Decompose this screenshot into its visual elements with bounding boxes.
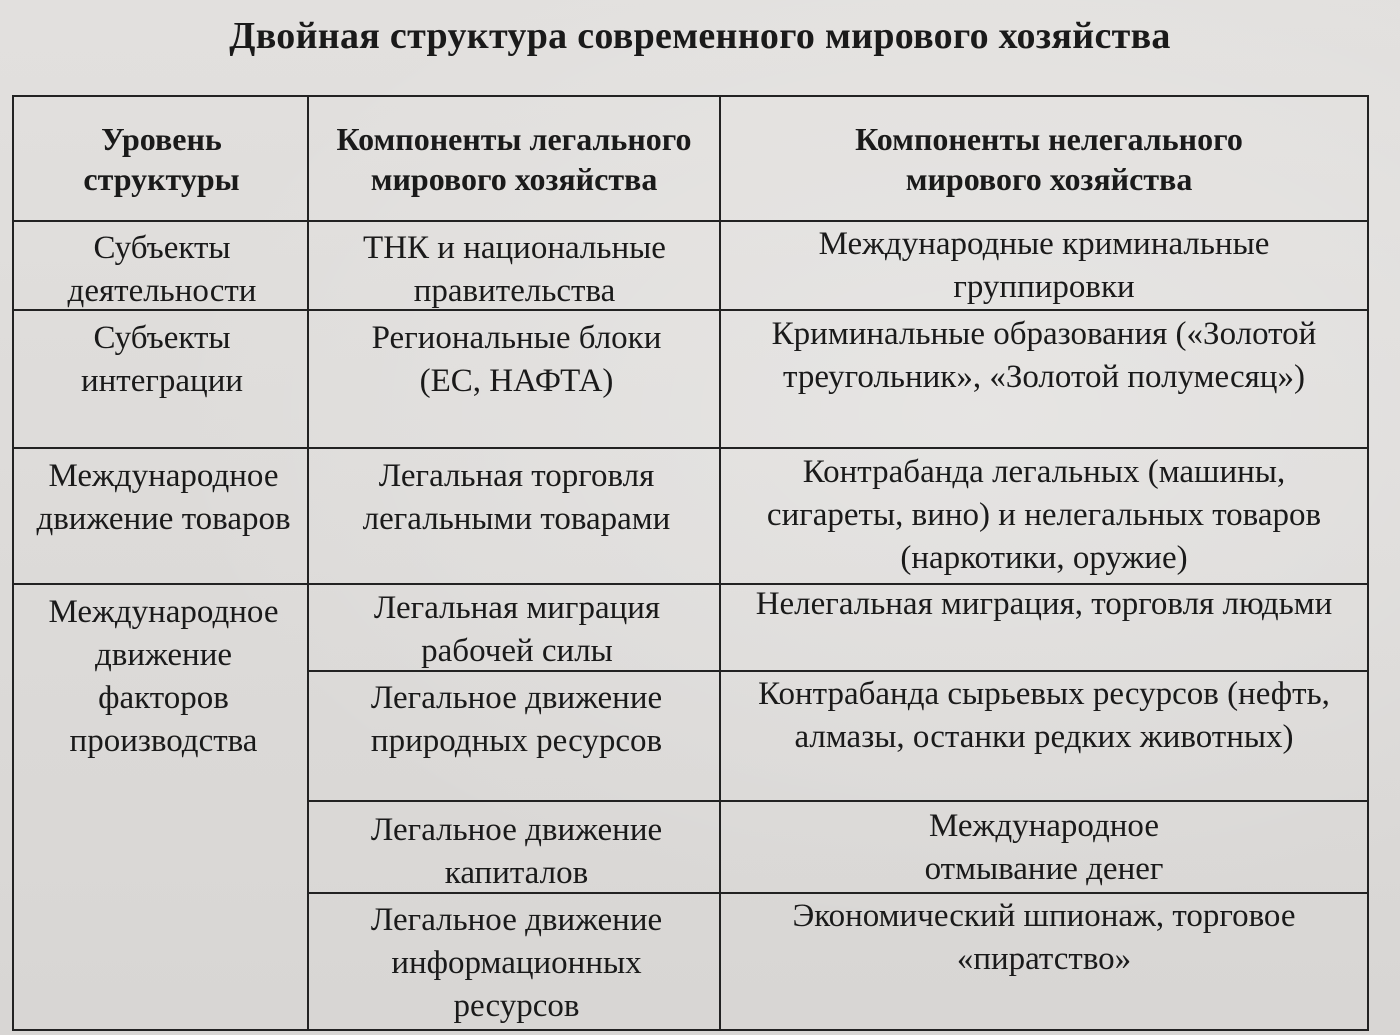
- table-cell-legal: Легальное движение капиталов: [370, 812, 663, 891]
- table-cell-level: Субъекты интеграции: [80, 320, 244, 399]
- table-cell-legal: Легальная миграция рабочей силы: [373, 590, 661, 669]
- header-legal: Компоненты легального мирового хозяйства: [336, 120, 692, 197]
- structure-table: [12, 95, 1369, 1031]
- column-divider: [719, 97, 721, 1029]
- table-cell-illegal: Нелегальная миграция, торговля людьми: [755, 586, 1333, 622]
- row-divider: [307, 800, 1367, 802]
- table-cell-level: Международное движение факторов производства: [48, 594, 279, 759]
- table-cell-legal: Легальное движение информационных ресурсов: [370, 902, 663, 1024]
- table-cell-illegal: Криминальные образования («Золотой треугольник», «Золотой полумесяц»): [771, 316, 1317, 395]
- header-illegal: Компоненты нелегального мирового хозяйства: [855, 120, 1243, 197]
- table-cell-illegal: Международные криминальные группировки: [818, 226, 1270, 305]
- table-cell-illegal: Контрабанда легальных (машины, сигареты, вино) и нелегальных товаров (наркотики, оружие): [766, 454, 1322, 576]
- table-cell-legal: Легальная торговля легальными товарами: [362, 458, 671, 537]
- table-cell-illegal: Контрабанда сырьевых ресурсов (нефть, алмазы, останки редких животных): [758, 676, 1330, 755]
- header-level: Уровень структуры: [83, 120, 240, 197]
- table-cell-legal: Региональные блоки (ЕС, НАФТА): [371, 320, 662, 399]
- table-cell-level: Международное движение товаров: [36, 458, 291, 537]
- table-cell-legal: ТНК и национальные правительства: [363, 230, 666, 309]
- table-cell-illegal: Международное отмывание денег: [924, 808, 1164, 887]
- table-cell-illegal: Экономический шпионаж, торговое «пиратство»: [792, 898, 1296, 977]
- column-divider: [307, 97, 309, 1029]
- table-cell-level: Субъекты деятельности: [67, 230, 257, 309]
- table-cell-legal: Легальное движение природных ресурсов: [370, 680, 663, 759]
- page-title: Двойная структура современного мирового хозяйства: [229, 15, 1171, 57]
